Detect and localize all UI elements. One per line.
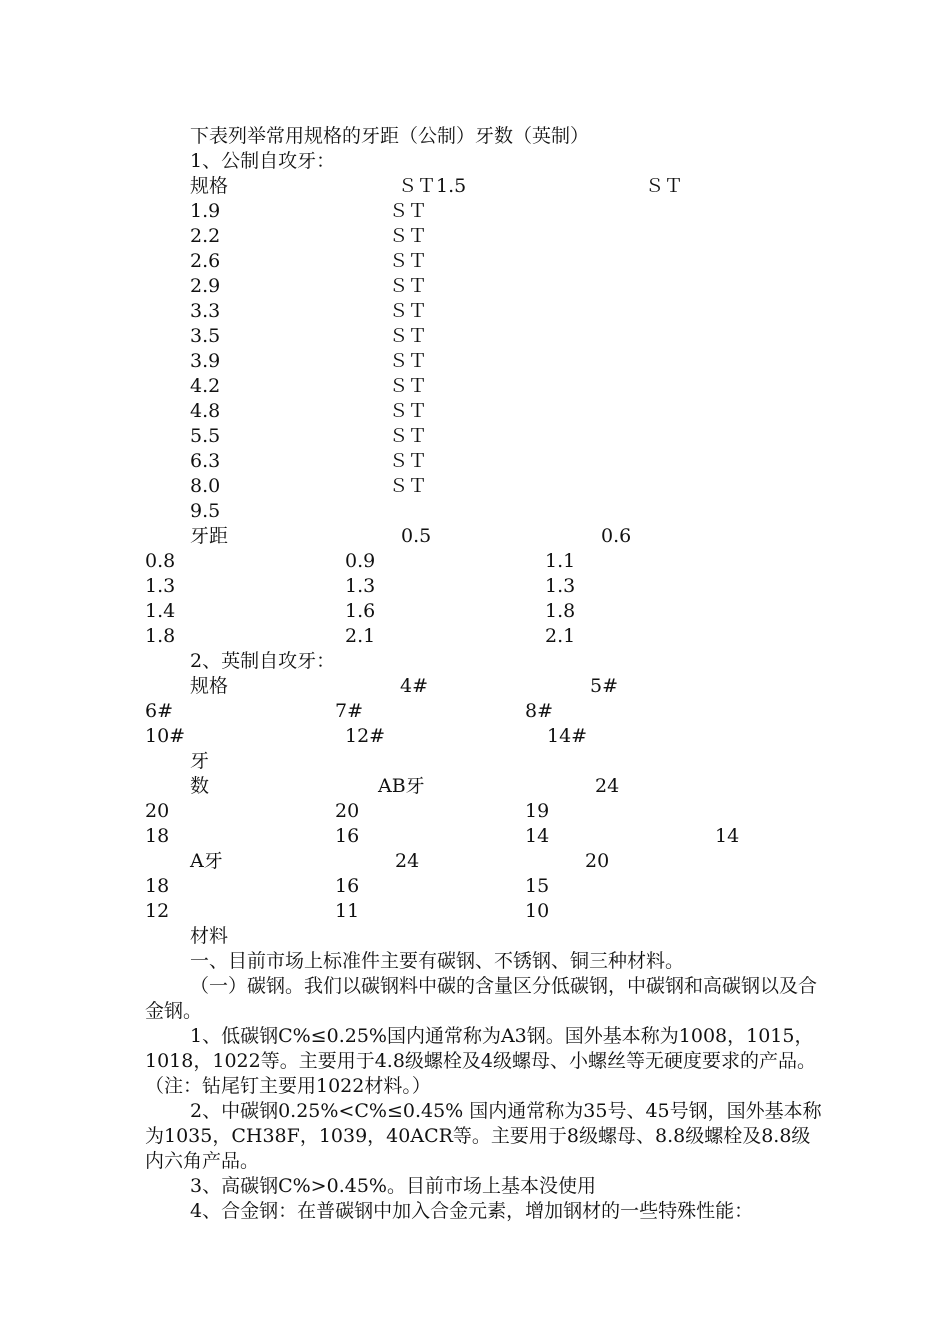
metric-pitch-cell: 1.8 bbox=[545, 600, 576, 622]
imperial-a-cell: 11 bbox=[335, 900, 360, 922]
imperial-a-head: 20 bbox=[585, 850, 610, 872]
metric-spec-tag: ＳＴ bbox=[389, 400, 428, 422]
imperial-ab-cell: 18 bbox=[145, 825, 170, 847]
material-paragraph: 4、合金钢：在普碳钢中加入合金元素，增加钢材的一些特殊性能： bbox=[190, 1200, 754, 1222]
metric-pitch-cell: 1.1 bbox=[545, 550, 576, 572]
material-paragraph: （一）碳钢。我们以碳钢料中碳的含量区分低碳钢，中碳钢和高碳钢以及合金钢。 bbox=[145, 975, 818, 1022]
metric-spec-tag: ＳＴ bbox=[389, 225, 428, 247]
intro-line: 下表列举常用规格的牙距（公制）牙数（英制） bbox=[190, 125, 590, 147]
metric-spec-tag: ＳＴ bbox=[389, 275, 428, 297]
imperial-spec-cell: 12# bbox=[345, 725, 386, 747]
metric-spec-tag: ＳＴ bbox=[389, 350, 428, 372]
metric-spec-size: 3.5 bbox=[190, 325, 221, 347]
metric-spec-size: 3.3 bbox=[190, 300, 221, 322]
metric-spec-size: 4.2 bbox=[190, 375, 221, 397]
imperial-ab-cell: 14 bbox=[715, 825, 740, 847]
imperial-count-label-1: 牙 bbox=[190, 750, 210, 772]
imperial-spec-cell: 7# bbox=[335, 700, 364, 722]
imperial-a-head: 24 bbox=[395, 850, 420, 872]
imperial-count-label-2: 数 bbox=[190, 775, 210, 797]
imperial-ab-first: 24 bbox=[595, 775, 620, 797]
metric-spec-label: 规格 bbox=[190, 175, 229, 197]
metric-spec-size: 2.9 bbox=[190, 275, 221, 297]
imperial-a-cell: 15 bbox=[525, 875, 550, 897]
metric-pitch-cell: 1.3 bbox=[145, 575, 176, 597]
metric-spec-tag: ＳＴ bbox=[389, 250, 428, 272]
metric-pitch-label: 牙距 bbox=[190, 525, 229, 547]
imperial-ab-cell: 16 bbox=[335, 825, 360, 847]
imperial-spec-cell: 14# bbox=[547, 725, 588, 747]
imperial-ab-cell: 20 bbox=[335, 800, 360, 822]
metric-pitch-cell: 1.3 bbox=[545, 575, 576, 597]
metric-pitch-cell: 2.1 bbox=[345, 625, 376, 647]
metric-pitch-cell: 1.6 bbox=[345, 600, 376, 622]
imperial-spec-head: 4# bbox=[400, 675, 429, 697]
imperial-spec-head: 5# bbox=[590, 675, 619, 697]
metric-spec-tag: ＳＴ bbox=[389, 375, 428, 397]
metric-spec-size: 6.3 bbox=[190, 450, 221, 472]
metric-spec-tag: ＳＴ bbox=[389, 325, 428, 347]
imperial-ab-cell: 19 bbox=[525, 800, 550, 822]
metric-spec-header-2: ＳＴ bbox=[645, 175, 684, 197]
imperial-spec-cell: 6# bbox=[145, 700, 174, 722]
imperial-a-label: A牙 bbox=[190, 850, 223, 872]
metric-spec-size: 2.2 bbox=[190, 225, 221, 247]
metric-spec-size: 8.0 bbox=[190, 475, 221, 497]
imperial-a-cell: 12 bbox=[145, 900, 170, 922]
imperial-spec-cell: 8# bbox=[525, 700, 554, 722]
material-paragraph: 一、目前市场上标准件主要有碳钢、不锈钢、铜三种材料。 bbox=[190, 950, 685, 972]
metric-pitch-head: 0.6 bbox=[601, 525, 632, 547]
imperial-a-cell: 18 bbox=[145, 875, 170, 897]
imperial-spec-cell: 10# bbox=[145, 725, 186, 747]
metric-spec-header-1: ＳＴ1.5 bbox=[398, 175, 467, 197]
metric-spec-tag: ＳＴ bbox=[389, 300, 428, 322]
metric-spec-size: 2.6 bbox=[190, 250, 221, 272]
imperial-a-cell: 10 bbox=[525, 900, 550, 922]
imperial-ab-cell: 14 bbox=[525, 825, 550, 847]
metric-spec-tag: ＳＴ bbox=[389, 200, 428, 222]
material-paragraph: 1、低碳钢C%≤0.25%国内通常称为A3钢。国外基本称为1008，1015，1018，1022等。主要用于4.8级螺栓及4级螺母、小螺丝等无硬度要求的产品。（注：钻尾钉主要用1022材料。） bbox=[145, 1025, 817, 1097]
imperial-heading: 2、英制自攻牙： bbox=[190, 650, 336, 672]
imperial-spec-label: 规格 bbox=[190, 675, 229, 697]
imperial-a-cell: 16 bbox=[335, 875, 360, 897]
imperial-ab-label: AB牙 bbox=[378, 775, 425, 797]
metric-pitch-head: 0.5 bbox=[401, 525, 432, 547]
metric-pitch-cell: 1.8 bbox=[145, 625, 176, 647]
metric-pitch-cell: 1.4 bbox=[145, 600, 176, 622]
metric-heading: 1、公制自攻牙： bbox=[190, 150, 336, 172]
metric-pitch-cell: 0.9 bbox=[345, 550, 376, 572]
metric-spec-tag: ＳＴ bbox=[389, 425, 428, 447]
metric-spec-size: 9.5 bbox=[190, 500, 221, 522]
metric-pitch-cell: 0.8 bbox=[145, 550, 176, 572]
metric-pitch-cell: 1.3 bbox=[345, 575, 376, 597]
metric-spec-tag: ＳＴ bbox=[389, 475, 428, 497]
metric-spec-size: 1.9 bbox=[190, 200, 221, 222]
material-paragraph: 2、中碳钢0.25%<C%≤0.45% 国内通常称为35号、45号钢，国外基本称为1035，CH38F，1039，40ACR等。主要用于8级螺母、8.8级螺栓及8.8级内六角产品。 bbox=[145, 1100, 822, 1172]
material-paragraph: 3、高碳钢C%>0.45%。目前市场上基本没使用 bbox=[190, 1175, 596, 1197]
material-title: 材料 bbox=[190, 925, 229, 947]
imperial-ab-cell: 20 bbox=[145, 800, 170, 822]
metric-spec-size: 4.8 bbox=[190, 400, 221, 422]
metric-pitch-cell: 2.1 bbox=[545, 625, 576, 647]
metric-spec-tag: ＳＴ bbox=[389, 450, 428, 472]
metric-spec-size: 3.9 bbox=[190, 350, 221, 372]
metric-spec-size: 5.5 bbox=[190, 425, 221, 447]
